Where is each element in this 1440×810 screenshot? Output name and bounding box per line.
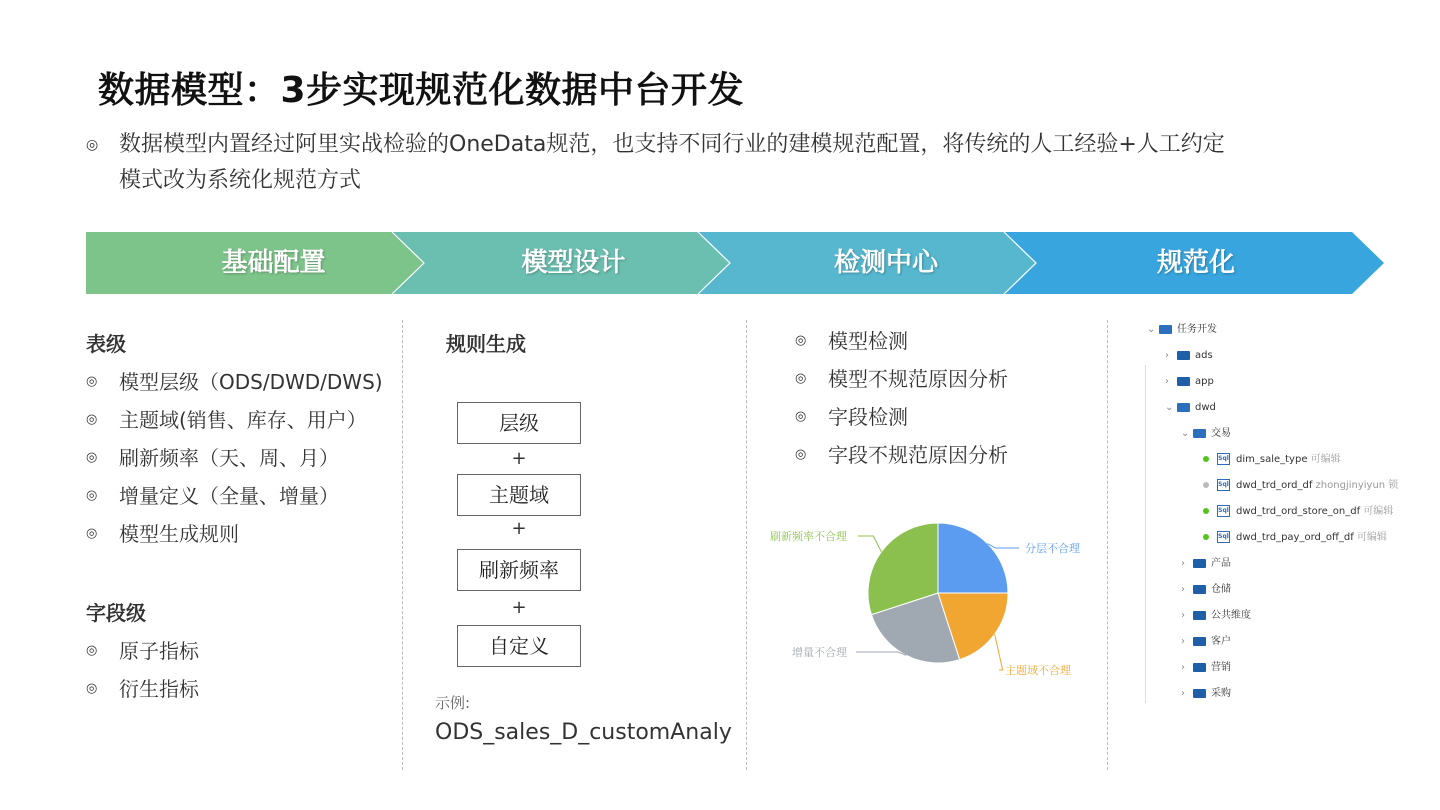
chevron-right-icon[interactable]: › xyxy=(1165,376,1169,387)
chevron-right-icon[interactable]: › xyxy=(1165,350,1169,361)
pie-svg xyxy=(760,510,1100,690)
example-value: ODS_sales_D_customAnaly xyxy=(435,720,732,745)
sql-file-icon: Sql xyxy=(1217,479,1230,491)
folder-icon xyxy=(1193,689,1206,698)
file-tree xyxy=(1145,318,1399,703)
list-item: ◎ 模型层级（ODS/DWD/DWS) xyxy=(86,363,383,401)
plus-sign: + xyxy=(511,518,527,539)
divider xyxy=(402,320,403,770)
issue-pie-chart xyxy=(760,510,1100,690)
folder-icon xyxy=(1193,663,1206,672)
list-item: ◎ 增量定义（全量、增量） xyxy=(86,477,383,515)
config-column xyxy=(86,328,383,708)
bullet-icon: ◎ xyxy=(86,374,98,389)
list-item: ◎ 模型生成规则 xyxy=(86,515,383,553)
field-level-heading: 字段级 xyxy=(86,601,146,625)
rule-gen-heading: 规则生成 xyxy=(446,332,526,356)
pie-slice xyxy=(938,523,1008,593)
process-steps xyxy=(86,232,1384,294)
tree-folder[interactable]: › 采购 xyxy=(1181,686,1231,702)
chevron-right-icon[interactable]: › xyxy=(1181,558,1185,569)
pie-leader-line xyxy=(995,634,1003,670)
chevron-right-icon[interactable]: › xyxy=(1181,610,1185,621)
bullet-icon: ◎ xyxy=(86,450,98,465)
bullet-icon: ◎ xyxy=(86,488,98,503)
folder-icon xyxy=(1193,585,1206,594)
step-label-4: 规范化 xyxy=(1156,248,1235,278)
bullet-icon: ◎ xyxy=(86,681,98,696)
folder-icon xyxy=(1177,351,1190,360)
intro-line-2: 模式改为系统化规范方式 xyxy=(119,168,362,193)
pie-leader-line xyxy=(858,536,881,552)
bullet-icon: ◎ xyxy=(86,526,98,541)
folder-open-icon xyxy=(1177,403,1190,412)
bullet-icon: ◎ xyxy=(795,371,807,386)
folder-open-icon xyxy=(1159,325,1172,334)
bullet-icon: ◎ xyxy=(86,412,98,427)
chevron-down-icon[interactable]: ⌄ xyxy=(1165,402,1174,413)
chevron-down-icon[interactable]: ⌄ xyxy=(1181,428,1190,439)
sql-file-icon: Sql xyxy=(1217,531,1230,543)
tree-file[interactable]: Sql dwd_trd_ord_store_on_df 可编辑 xyxy=(1203,504,1393,520)
status-dot-icon xyxy=(1203,456,1209,462)
step-label-2: 模型设计 xyxy=(521,248,626,278)
sql-file-icon: Sql xyxy=(1217,453,1230,465)
folder-icon xyxy=(1193,559,1206,568)
bullet-icon: ◎ xyxy=(795,447,807,462)
folder-icon xyxy=(1193,637,1206,646)
folder-icon xyxy=(1193,611,1206,620)
plus-sign: + xyxy=(511,597,527,618)
status-dot-icon xyxy=(1203,482,1209,488)
chevron-right-icon[interactable]: › xyxy=(1181,662,1185,673)
plus-sign: + xyxy=(511,448,527,469)
divider xyxy=(1107,320,1108,770)
list-item: ◎ 模型不规范原因分析 xyxy=(795,360,1008,398)
bullet-icon: ◎ xyxy=(795,333,807,348)
example-label: 示例: xyxy=(435,694,471,712)
tree-folder-ads[interactable]: › ads xyxy=(1165,348,1213,364)
list-item: ◎ 字段不规范原因分析 xyxy=(795,436,1008,474)
tree-folder[interactable]: › 产品 xyxy=(1181,556,1231,572)
tree-folder[interactable]: › 仓储 xyxy=(1181,582,1231,598)
pie-leader-line xyxy=(856,652,906,655)
field-level-list xyxy=(86,632,383,708)
list-item: ◎ 原子指标 xyxy=(86,632,383,670)
step-label-1: 基础配置 xyxy=(221,248,326,278)
rule-box-subject: 主题域 xyxy=(457,474,581,516)
folder-open-icon xyxy=(1193,429,1206,438)
tree-file[interactable]: Sql dim_sale_type 可编辑 xyxy=(1203,452,1341,468)
table-level-list xyxy=(86,363,383,553)
sql-file-icon: Sql xyxy=(1217,505,1230,517)
folder-icon xyxy=(1177,377,1190,386)
pie-slice-label: 增量不合理 xyxy=(792,646,847,659)
list-item: ◎ 模型检测 xyxy=(795,322,1008,360)
bullet-icon: ◎ xyxy=(795,409,807,424)
bullet-icon: ◎ xyxy=(86,137,99,153)
tree-folder[interactable]: › 公共维度 xyxy=(1181,608,1251,624)
chevron-right-icon[interactable]: › xyxy=(1181,584,1185,595)
tree-folder-dwd[interactable]: ⌄ dwd xyxy=(1165,400,1216,416)
tree-file[interactable]: Sql dwd_trd_pay_ord_off_df 可编辑 xyxy=(1203,530,1387,546)
rule-box-frequency: 刷新频率 xyxy=(457,549,581,591)
step-label-3: 检测中心 xyxy=(833,248,938,278)
chevron-right-icon[interactable]: › xyxy=(1181,688,1185,699)
tree-root[interactable]: ⌄ 任务开发 xyxy=(1147,322,1217,338)
pie-slice-label: 刷新频率不合理 xyxy=(770,530,847,543)
table-level-heading: 表级 xyxy=(86,332,126,356)
tree-folder-jiaoyi[interactable]: ⌄ 交易 xyxy=(1181,426,1231,442)
list-item: ◎ 主题域(销售、库存、用户） xyxy=(86,401,383,439)
chevron-right-icon[interactable]: › xyxy=(1181,636,1185,647)
pie-leader-line xyxy=(987,544,1019,548)
chevron-down-icon[interactable]: ⌄ xyxy=(1147,324,1156,335)
divider xyxy=(746,320,747,770)
status-dot-icon xyxy=(1203,534,1209,540)
pie-slice-label: 分层不合理 xyxy=(1025,542,1080,555)
page-title: 数据模型：3步实现规范化数据中台开发 xyxy=(98,70,745,111)
rule-box-custom: 自定义 xyxy=(457,625,581,667)
list-item: ◎ 字段检测 xyxy=(795,398,1008,436)
tree-folder[interactable]: › 营销 xyxy=(1181,660,1231,676)
tree-file[interactable]: Sql dwd_trd_ord_df zhongjinyiyun 锁 xyxy=(1203,478,1398,494)
tree-folder-app[interactable]: › app xyxy=(1165,374,1214,390)
tree-folder[interactable]: › 客户 xyxy=(1181,634,1231,650)
bullet-icon: ◎ xyxy=(86,643,98,658)
list-item: ◎ 衍生指标 xyxy=(86,670,383,708)
intro-paragraph xyxy=(86,127,1346,199)
pie-slice-label: 主题域不合理 xyxy=(1005,664,1071,677)
rule-box-level: 层级 xyxy=(457,402,581,444)
intro-line-1: 数据模型内置经过阿里实战检验的OneData规范，也支持不同行业的建模规范配置，将传统的人工经验+人工约定 xyxy=(119,132,1225,157)
list-item: ◎ 刷新频率（天、周、月） xyxy=(86,439,383,477)
check-list xyxy=(795,322,1008,474)
status-dot-icon xyxy=(1203,508,1209,514)
